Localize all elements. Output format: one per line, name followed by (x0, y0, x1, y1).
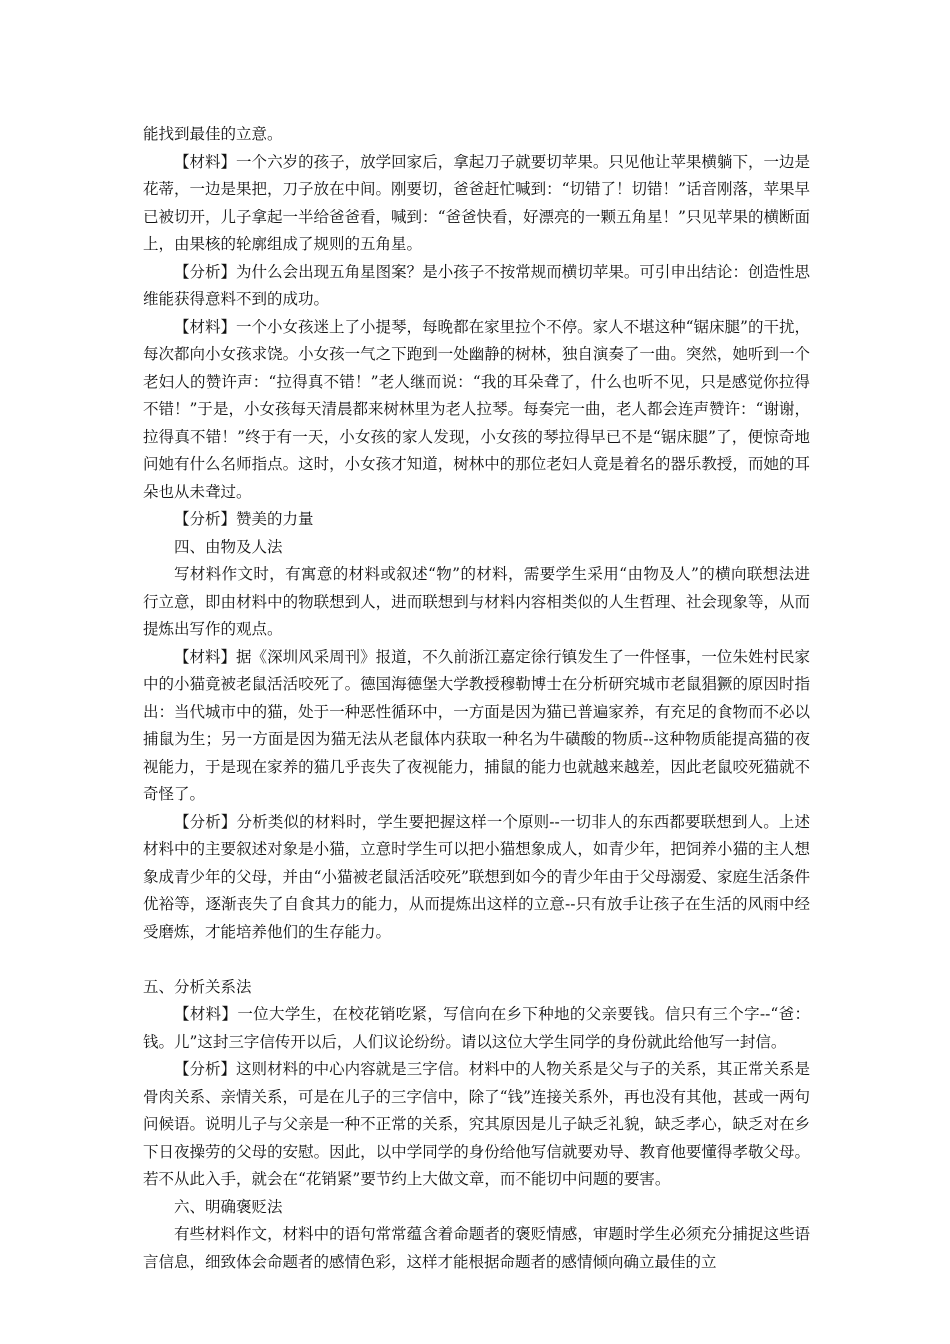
paragraph: 【分析】分析类似的材料时，学生要把握这样一个原则--一切非人的东西都要联想到人。上述材料中的主要叙述对象是小猫，立意时学生可以把小猫想象成人，如青少年，把饲养小猫的主人想象成青少年的父母，并由“小猫被老鼠活活咬死”联想到如今的青少年由于父母溺爱、家庭生活条件优裕等，逐渐丧失了自食其力的能力，从而提炼出这样的立意--只有放手让孩子在生活的风雨中经受磨炼，才能培养他们的生存能力。 (143, 812, 810, 941)
paragraph: 能找到最佳的立意。 (143, 125, 283, 143)
paragraph: 【分析】为什么会出现五角星图案？是小孩子不按常规而横切苹果。可引申出结论：创造性思维能获得意料不到的成功。 (143, 262, 810, 308)
blank-line (143, 946, 810, 974)
section-heading: 四、由物及人法 (174, 537, 283, 556)
paragraph: 【材料】一个小女孩迷上了小提琴，每晚都在家里拉个不停。家人不堪这种“锯床腿”的干扰，每次都向小女孩求饶。小女孩一气之下跑到一处幽静的树林，独自演奏了一曲。突然，她听到一个老妇人的赞许声：“拉得真不错！”老人继而说：“我的耳朵聋了，什么也听不见，只是感觉你拉得不错！”于是，小女孩每天清晨都来树林里为老人拉琴。每奏完一曲，老人都会连声赞许：“谢谢，拉得真不错！”终于有一天，小女孩的家人发现，小女孩的琴拉得早已不是“锯床腿”了，便惊奇地问她有什么名师指点。这时，小女孩才知道，树林中的那位老妇人竟是着名的器乐教授，而她的耳朵也从未聋过。 (143, 317, 810, 501)
section-heading: 六、明确褒贬法 (174, 1197, 283, 1216)
paragraph: 【材料】据《深圳风采周刊》报道，不久前浙江嘉定徐行镇发生了一件怪事，一位朱姓村民家中的小猫竟被老鼠活活咬死了。德国海德堡大学教授穆勒博士在分析研究城市老鼠猖獗的原因时指出：当代城市中的猫，处于一种恶性循环中，一方面是因为猫已普遍家养，有充足的食物而不必以捕鼠为生；另一方面是因为猫无法从老鼠体内获取一种名为牛磺酸的物质--这种物质能提高猫的夜视能力，于是现在家养的猫几乎丧失了夜视能力，捕鼠的能力也就越来越差，因此老鼠咬死猫就不奇怪了。 (143, 647, 810, 803)
paragraph: 【材料】一个六岁的孩子，放学回家后，拿起刀子就要切苹果。只见他让苹果横躺下，一边是花蒂，一边是果把，刀子放在中间。刚要切，爸爸赶忙喊到：“切错了！切错！”话音刚落，苹果早已被切开，儿子拿起一半给爸爸看，喊到：“爸爸快看，好漂亮的一颗五角星！”只见苹果的横断面上，由果核的轮廓组成了规则的五角星。 (143, 152, 810, 253)
paragraph: 【分析】赞美的力量 (174, 510, 314, 528)
document-body (143, 121, 810, 1276)
paragraph: 【分析】这则材料的中心内容就是三字信。材料中的人物关系是父与子的关系，其正常关系是骨肉关系、亲情关系，可是在儿子的三字信中，除了“钱”连接关系外，再也没有其他，甚或一两句问候语。说明儿子与父亲是一种不正常的关系，究其原因是儿子缺乏礼貌，缺乏孝心，缺乏对在乡下日夜操劳的父母的安慰。因此，以中学同学的身份给他写信就要劝导、教育他要懂得孝敬父母。若不从此入手，就会在“花销紧”要节约上大做文章，而不能切中问题的要害。 (143, 1060, 810, 1188)
paragraph: 写材料作文时，有寓意的材料或叙述“物”的材料，需要学生采用“由物及人”的横向联想法进行立意，即由材料中的物联想到人，进而联想到与材料内容相类似的人生哲理、社会现象等，从而提炼出写作的观点。 (143, 565, 810, 638)
paragraph: 【材料】一位大学生，在校花销吃紧，写信向在乡下种地的父亲要钱。信只有三个字--“爸：钱。儿”这封三字信传开以后，人们议论纷纷。请以这位大学生同学的身份就此给他写一封信。 (143, 1005, 810, 1051)
paragraph: 有些材料作文，材料中的语句常常蕴含着命题者的褒贬情感，审题时学生必须充分捕捉这些语言信息，细致体会命题者的感情色彩，这样才能根据命题者的感情倾向确立最佳的立 (143, 1225, 810, 1271)
section-heading: 五、分析关系法 (143, 977, 252, 996)
